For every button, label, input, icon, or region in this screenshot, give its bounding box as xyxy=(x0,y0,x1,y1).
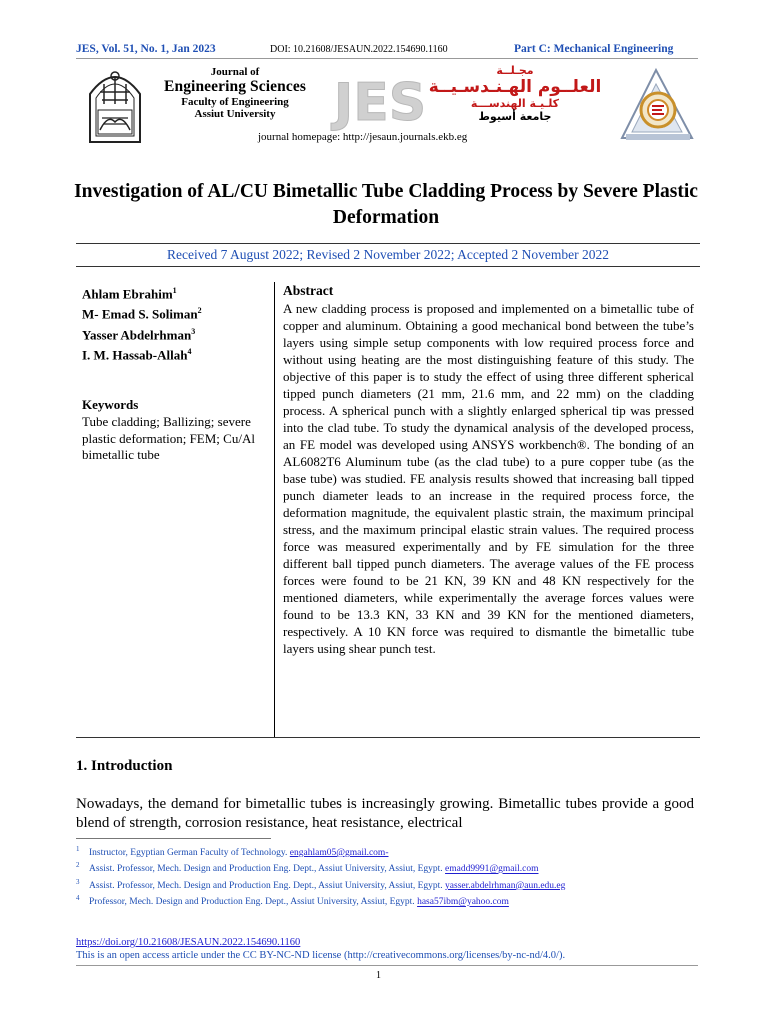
journal-reference: JES, Vol. 51, No. 1, Jan 2023 xyxy=(76,43,216,55)
footnote-1: $^1$ Instructor, Egyptian German Faculty of Technology. engahlam05@gmail.com- xyxy=(76,845,389,859)
arabic-journal-name: العلــوم الهـنـدسـيــة xyxy=(428,77,602,97)
assiut-university-seal-icon xyxy=(84,64,146,144)
faculty-name: Faculty of Engineering xyxy=(181,96,289,108)
doi-link[interactable]: https://doi.org/10.21608/JESAUN.2022.154690.1160 xyxy=(76,937,301,948)
journal-name: Engineering Sciences xyxy=(164,78,306,95)
received-top-rule xyxy=(76,243,700,244)
jes-logo-icon xyxy=(333,70,427,133)
footnote-3-email[interactable]: yasser.abdelrhman@aun.edu.eg xyxy=(445,881,566,892)
received-dates: Received 7 August 2022; Revised 2 November 2022; Accepted 2 November 2022 xyxy=(166,247,610,262)
arabic-majalla: مجـلــة xyxy=(496,64,534,77)
footnote-2: $^2$ Assist. Professor, Mech. Design and Production Eng. Dept., Assiut University, Assiut, Egypt. emadd9991@gmail.com xyxy=(76,861,539,875)
footer-divider xyxy=(76,965,698,966)
footnote-2-email[interactable]: emadd9991@gmail.com xyxy=(445,864,539,875)
author-1: Ahlam Ebrahim$^1$ xyxy=(82,286,177,302)
footnotes xyxy=(76,843,716,909)
column-separator xyxy=(274,282,275,737)
journal-title-arabic xyxy=(420,64,610,123)
author-3: Yasser Abdelrhman$^3$ xyxy=(82,326,196,342)
header-divider xyxy=(76,58,698,59)
footnote-4-email[interactable]: hasa57ibm@yahoo.com xyxy=(417,897,509,908)
received-bottom-rule xyxy=(76,266,700,267)
footnote-3: $^3$ Assist. Professor, Mech. Design and Production Eng. Dept., Assiut University, Assiut, Egypt. yasser.abdelrhman@aun.edu.eg xyxy=(76,877,566,892)
introduction-text: Nowadays, the demand for bimetallic tubes is increasingly growing. Bimetallic tubes provide a good blend of strength, corrosion resistance, heat resistance, electrical xyxy=(76,796,694,831)
university-name: Assiut University xyxy=(194,108,276,120)
introduction-heading: 1. Introduction xyxy=(76,758,173,774)
journal-part: Part C: Mechanical Engineering xyxy=(514,43,674,55)
jes-logo-text: JES xyxy=(333,73,427,133)
abstract-bottom-rule xyxy=(76,737,700,738)
engineering-sciences-emblem-icon xyxy=(616,64,698,144)
license-notice: This is an open access article under the CC BY-NC-ND license (http://creativecommons.org/licenses/by-nc-nd/4.0/). xyxy=(76,950,566,961)
keywords-heading: Keywords xyxy=(82,397,139,412)
author-list xyxy=(82,282,202,363)
keywords-text: Tube cladding; Ballizing; severe plastic deformation; FEM; Cu/Al bimetallic tube xyxy=(82,414,255,462)
arabic-faculty: كلـيـة الهندســـة xyxy=(470,97,560,110)
journal-of-label: Journal of xyxy=(210,66,260,78)
page-number: 1 xyxy=(376,970,381,981)
journal-homepage: journal homepage: http://jesaun.journals.ekb.eg xyxy=(258,131,468,143)
abstract-heading: Abstract xyxy=(283,283,334,298)
author-2: M- Emad S. Soliman$^2$ xyxy=(82,306,202,322)
abstract-text: A new cladding process is proposed and implemented on a bimetallic tube of copper and aluminum. Obtaining a good mechanical bond between the tube’s layers using simple setup components with low required process force and without using heating are the most distinguishing feature of this study. The objective of this paper is to study the effect of using three different spherical tipped punch diameters (21 mm, 21.6 mm, and 22 mm) on the cladding process. A spherical punch with a slightly enlarged spherical tip was pressed into the clad tube. To study the dynamical analysis of the developed process, an FE model was developed using ANSYS workbench®. The bonding of an AL6082T6 Aluminum tube (as the clad tube) to a pure copper tube (as the base tube) was studied. FE analysis results showed that increasing ball tipped punch diameter leads to an increase in the required process force, the deformation magnitude, the equivalent plastic strain, the maximum principal stress, and the maximum principal elastic strain values. The required process force was measured experimentally and by FE simulation for the three different ball tipped punch diameters. The average values of the FE process forces were found to be 21 KN, 39 KN and 48 KN respectively for the mentioned diameters, while experimentally the average forces values were found to be 13.3 KN, 33 KN and 39 KN for the mentioned diameters, respectively. A 10 KN force was required to dismantle the bimetallic tube layers using shear punch test. xyxy=(283,301,694,656)
article-title: Investigation of AL/CU Bimetallic Tube Cladding Process by Severe Plastic Deformation xyxy=(74,181,698,228)
footnote-divider xyxy=(76,838,271,839)
footnote-4: $^4$ Professor, Mech. Design and Production Eng. Dept., Assiut University, Assiut, Egypt. hasa57ibm@yahoo.com xyxy=(76,894,509,908)
journal-title-english xyxy=(150,66,320,120)
doi-header: DOI: 10.21608/JESAUN.2022.154690.1160 xyxy=(270,44,448,55)
author-4: I. M. Hassab-Allah$^4$ xyxy=(82,346,192,363)
arabic-university: جامعة أسيوط xyxy=(478,110,552,123)
footnote-1-email[interactable]: engahlam05@gmail.com- xyxy=(289,848,389,859)
